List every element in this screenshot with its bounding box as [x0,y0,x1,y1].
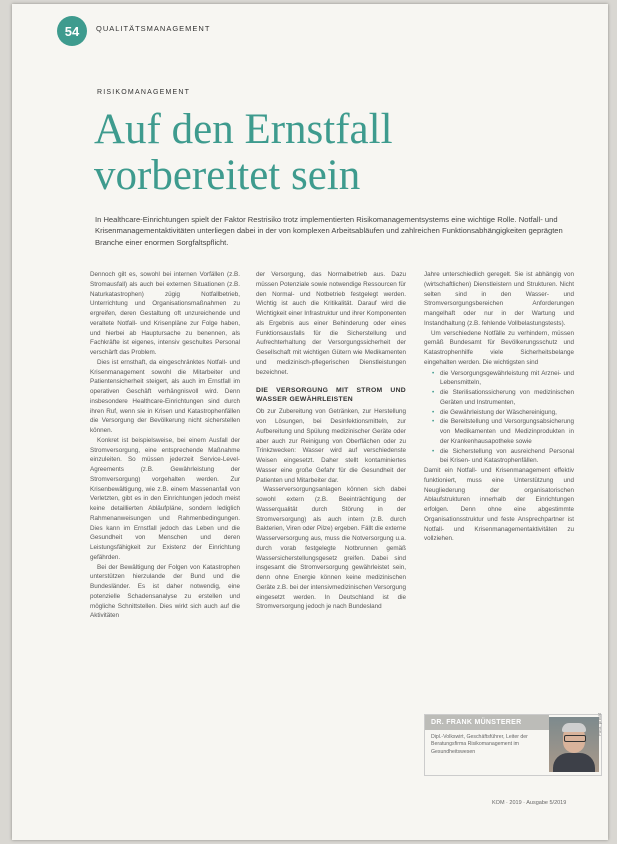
photo-shoulders [553,753,595,772]
photo-hair [562,723,586,732]
list-item: • die Bereitstellung und Versorgungsabsicherung von Medikamenten und Medizinprodukten in der Krankenhausapotheke sowie [440,417,574,446]
text-column-3 [424,270,574,544]
paragraph: Damit ein Notfall- und Krisenmanagement effektiv funktioniert, muss eine Unterstützung und Neugliederung der organisatorischen Ablaufstrukturen innerhalb der Einrichtungen erfolgen. Denn ohne eine abgestimmte Organisationsstruktur und feste Ansprechpartner ist Notfall- und Krisenmanagementaktivitäten zu vollziehen. [424,467,574,543]
list-item: • die Sicherstellung von ausreichend Personal bei Krisen- und Katastrophenfällen. [440,447,574,467]
page-number-badge: 54 [57,16,87,46]
paragraph: Dies ist ernsthaft, da eingeschränktes Notfall- und Krisenmanagement sowohl die Mitarbeiter und Patientensicherheit steigert, als auch im Ernstfall im operativen Geschäft verhängnisvoll wird. Denn insbesondere Healthcare-Einrichtungen sind durch ihren Ruf, wenn sie in Krisen und Katastrophenfällen die Versorgung der Bevölkerung nicht sicherstellen können. [90,358,240,434]
photo-credit: Foto: privat [597,713,602,736]
list-item: • die Sterilisationssicherung von medizinischen Geräten und Instrumenten, [440,388,574,408]
article-kicker: RISIKOMANAGEMENT [97,89,191,96]
paragraph: Bei der Bewältigung der Folgen von Katastrophen unterstützen hierzulande der Bund und die Bundesländer. Es ist daher notwendig, eine potenzielle Schadensanalyse zu erstellen und mögliche Schnittstellen. Dies wirkt sich auch auf die Aktivitäten [90,563,240,620]
paragraph: Konkret ist beispielsweise, bei einem Ausfall der Stromversorgung, eine entsprechende Maßnahme einzuleiten. So müssen jederzeit Service-Level-Agreements (z.B. Gewährleistung der Stromversorgung) vorgehalten werden. Zur Krisenbewältigung, wie z.B. einem Massenanfall von Verletzten, gibt es in den Einrichtungen jedoch meist keine detaillierten Abläufpläne, sondern lediglich Rahmenanweisungen und Rahmenbedingungen. Dies kann im Ernstfall jedoch das Leben und die Gesundheit von Menschen und deren Leistungsfähigkeit zur Existenz der Einrichtung gefährden. [90,436,240,561]
author-name: DR. FRANK MÜNSTERER [425,715,549,730]
text-column-2 [256,270,406,612]
article-lead: In Healthcare-Einrichtungen spielt der Faktor Restrisiko trotz implementierten Risikomanagementsystems eine wichtige Rolle. Notfall- und Krisenmanagementaktivitäten unterliegen dabei in der von komplexen Arbeitsabläufen und zahlreichen Funktionsabhängigkeiten geprägten Branche einer enormen Sorgfaltspflicht. [95,215,563,247]
paragraph: Jahre unterschiedlich geregelt. Sie ist abhängig von (wirtschaftlichen) Dienstleistern und Strukturen. Nicht selten sind in den Wasser- und Stromversorgungsbereichen Anforderungen mangelhaft oder nur in der Wartung und Instandhaltung (z.B. fehlende Vollbelastungstests). [424,271,574,327]
title-line-1: Auf den Ernstfall [94,106,393,153]
page-footer: KOM · 2019 · Ausgabe 5/2019 [492,800,567,806]
author-box [424,714,602,776]
paragraph: Um verschiedene Notfälle zu verhindern, müssen gemäß Bundesamt für Bevölkerungsschutz und Katastrophenhilfe viele Sicherheitsbelange eingehalten werden. Die wichtigsten sind [424,329,574,366]
column-subheading: DIE VERSORGUNG MIT STROM UND WASSER GEWÄHRLEISTEN [256,387,406,404]
article-title [94,107,514,199]
paragraph: Ob zur Zubereitung von Getränken, zur Herstellung von Lösungen, bei Desinfektionsmitteln, zur Aufbereitung und Spülung medizinischer Geräte oder aber auch zur Reinigung von Oberflächen oder zu Trinkzwecken: Wasser wird auf verschiedenste Weisen eingesetzt. Daher stellt kontaminiertes Wasser eine große Gefahr für die Gesundheit der Patienten und Mitarbeiter dar. [256,408,406,484]
list-item: • die Gewährleistung der Wäschereinigung, [440,408,574,418]
photo-glasses [564,735,586,742]
bullet-list [424,369,574,467]
text-column-1 [90,270,240,621]
magazine-page [12,4,608,840]
paragraph: Dennoch gilt es, sowohl bei internen Vorfällen (z.B. Stromausfall) als auch bei externen Situationen (z.B. Naturkatastrophen) zügig Notfallbetrieb, Unterrichtung und Organisationsmaßnahmen zu ergreifen, deren Gestaltung oft unzureichende und veraltete Notfall- und Krisenpläne zur Folge haben, und hierbei ab Hauptursache zu benennen, als Fachkräfte ist eigenes, intensiv geschultes Personal verschärft das Problem. [90,271,240,356]
list-item: • die Versorgungsgewährleistung mit Arznei- und Lebensmitteln, [440,369,574,389]
paragraph: der Versorgung, das Normalbetrieb aus. Dazu müssen Potenziale sowie notwendige Ressourcen für den Normal- und Notbetrieb festgelegt werden. Wichtig ist auch die Kritikalität. Darauf wird die Wichtigkeit einer Infrastruktur und ihrer Komponenten als Ergebnis aus einer Behinderung oder eines Funktionsausfalls für die Sicherstellung und Aufrechterhaltung der Versorgungssicherheit der Gesellschaft mit wichtigen Gütern wie Medikamenten und medizinisch-pflegerischen Dienstleistungen bezeichnet. [256,271,406,376]
author-photo [549,717,599,772]
title-line-2: vorbereitet sein [94,152,361,199]
author-role: Dipl.-Volkswirt, Geschäftsführer, Leiter der Beratungsfirma Risikomanagement im Gesundheitswesen [431,734,528,755]
section-label: QUALITÄTSMANAGEMENT [96,24,211,33]
paragraph: Wasserversorgungsanlagen können sich dabei sowohl extern (z.B. Beeinträchtigung der Wasserqualität durch Störung in der Stromversorgung) als auch intern (z.B. durch Bakterien, Viren oder Pilze) ergeben. Fällt die externe Wasserversorgung aus, muss die Notversorgung u.a. durch vorab festgelegte Notbrunnen gemäß Wassersicherstellungsgesetz greifen. Dabei sind insgesamt die Stromversorgung gewährleistet sein, denn ohne Energie können keine medizinischen Geräte z.B. bei der intensivmedizinischen Versorgung eingesetzt werden. In Deutschland ist die Stromversorgung jedoch je nach Bundesland [256,486,406,611]
